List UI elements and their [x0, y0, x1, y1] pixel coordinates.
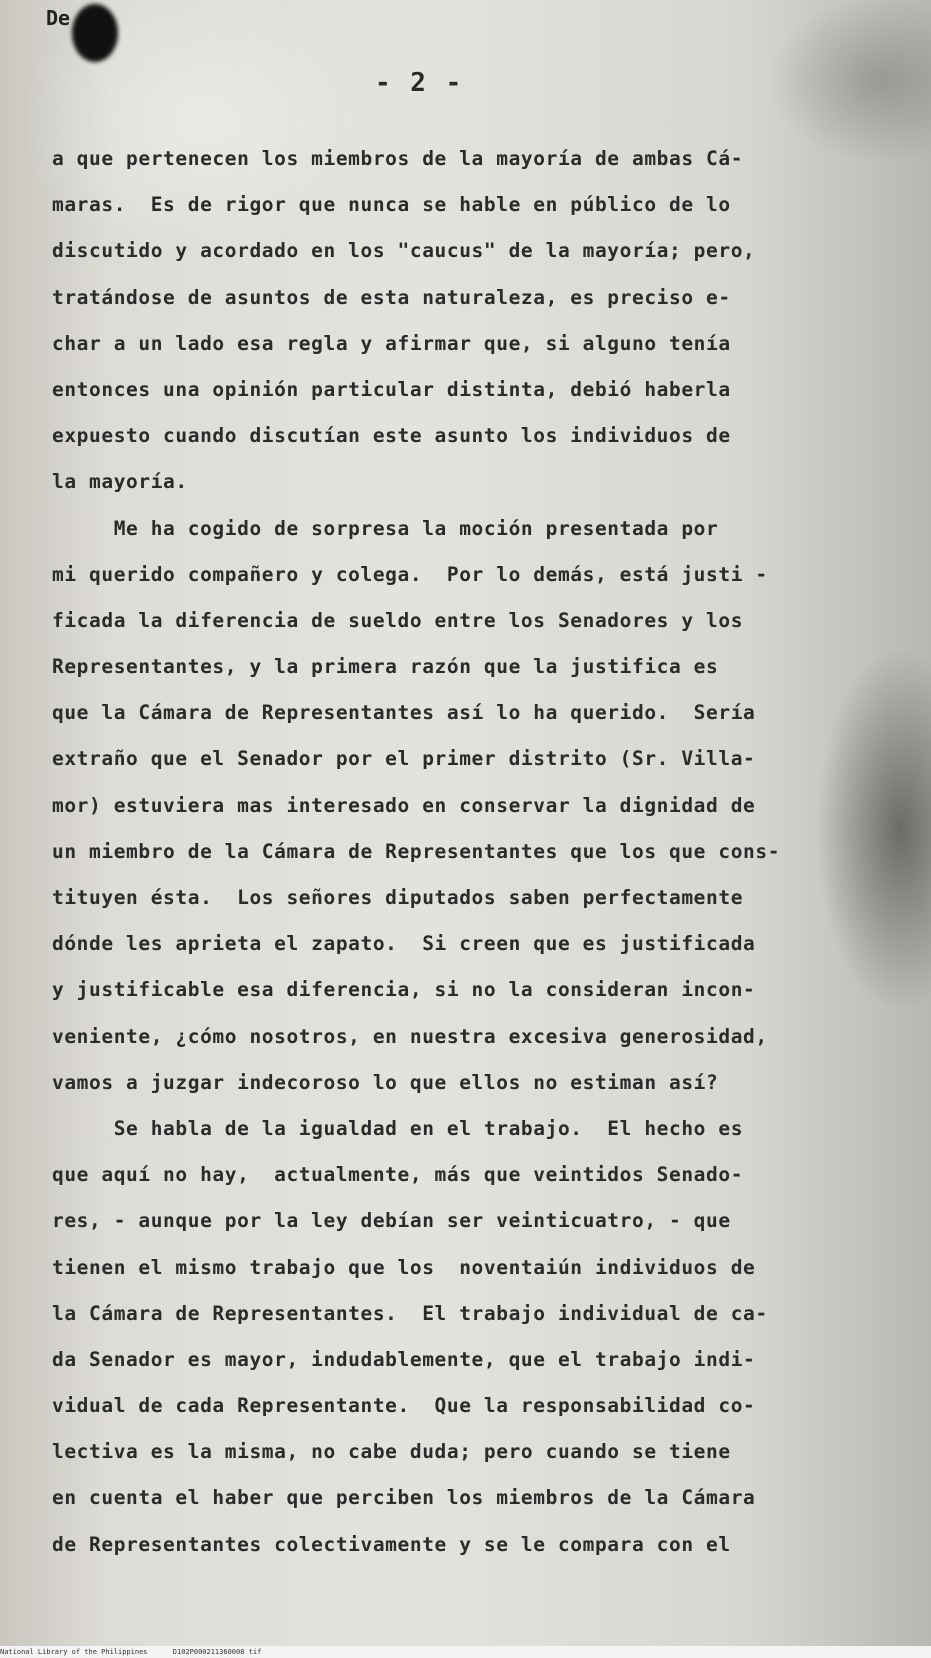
text-line: veniente, ¿cómo nosotros, en nuestra excesiva generosidad,: [52, 1024, 768, 1048]
text-line: dónde les aprieta el zapato. Si creen que es justificada: [52, 932, 756, 956]
text-line: que aquí no hay, actualmente, más que veintidos Senado-: [52, 1163, 744, 1187]
text-line: tratándose de asuntos de esta naturaleza, es preciso e-: [52, 285, 731, 309]
text-line: lectiva es la misma, no cabe duda; pero cuando se tiene: [52, 1440, 731, 1464]
text-line: que la Cámara de Representantes así lo ha querido. Sería: [52, 701, 756, 725]
text-line: en cuenta el haber que perciben los miembros de la Cámara: [52, 1486, 756, 1510]
text-line: Se habla de la igualdad en el trabajo. El hecho es: [52, 1116, 744, 1140]
text-line: a que pertenecen los miembros de la mayoría de ambas Cá-: [52, 147, 744, 170]
text-line: y justificable esa diferencia, si no la consideran incon-: [52, 978, 756, 1002]
text-line: discutido y acordado en los "caucus" de la mayoría; pero,: [52, 239, 756, 263]
text-line: vamos a juzgar indecoroso lo que ellos no estiman así?: [52, 1070, 719, 1094]
text-line: char a un lado esa regla y afirmar que, si alguno tenía: [52, 331, 731, 355]
text-line: res, - aunque por la ley debían ser veinticuatro, - que: [52, 1209, 731, 1233]
corner-mark: De: [46, 6, 71, 30]
text-line: la mayoría.: [52, 470, 188, 494]
text-line: mor) estuviera mas interesado en conservar la dignidad de: [52, 793, 756, 817]
text-line: extraño que el Senador por el primer distrito (Sr. Villa-: [52, 747, 756, 771]
text-line: un miembro de la Cámara de Representantes que los que cons-: [52, 839, 781, 863]
page-number: - 2 -: [375, 68, 464, 98]
text-line: entonces una opinión particular distinta, debió haberla: [52, 377, 731, 401]
text-line: vidual de cada Representante. Que la responsabilidad co-: [52, 1394, 756, 1418]
text-line: expuesto cuando discutían este asunto los individuos de: [52, 424, 731, 448]
scan-footer: National Library of the Philippines D102P000211360008 tif: [0, 1646, 931, 1658]
text-line: de Representantes colectivamente y se le compara con el: [52, 1532, 731, 1556]
text-line: da Senador es mayor, indudablemente, que el trabajo indi-: [52, 1347, 756, 1371]
body-text: [52, 136, 892, 1568]
text-line: la Cámara de Representantes. El trabajo individual de ca-: [52, 1301, 768, 1325]
text-line: maras. Es de rigor que nunca se hable en público de lo: [52, 193, 731, 217]
text-line: mi querido compañero y colega. Por lo demás, está justi -: [52, 562, 768, 586]
text-line: Representantes, y la primera razón que la justifica es: [52, 655, 719, 679]
ink-blot: [72, 4, 118, 62]
text-line: tituyen ésta. Los señores diputados saben perfectamente: [52, 886, 744, 909]
text-line: Me ha cogido de sorpresa la moción presentada por: [52, 516, 719, 540]
text-line: tienen el mismo trabajo que los noventaiún individuos de: [52, 1255, 756, 1279]
text-line: ficada la diferencia de sueldo entre los Senadores y los: [52, 608, 744, 632]
